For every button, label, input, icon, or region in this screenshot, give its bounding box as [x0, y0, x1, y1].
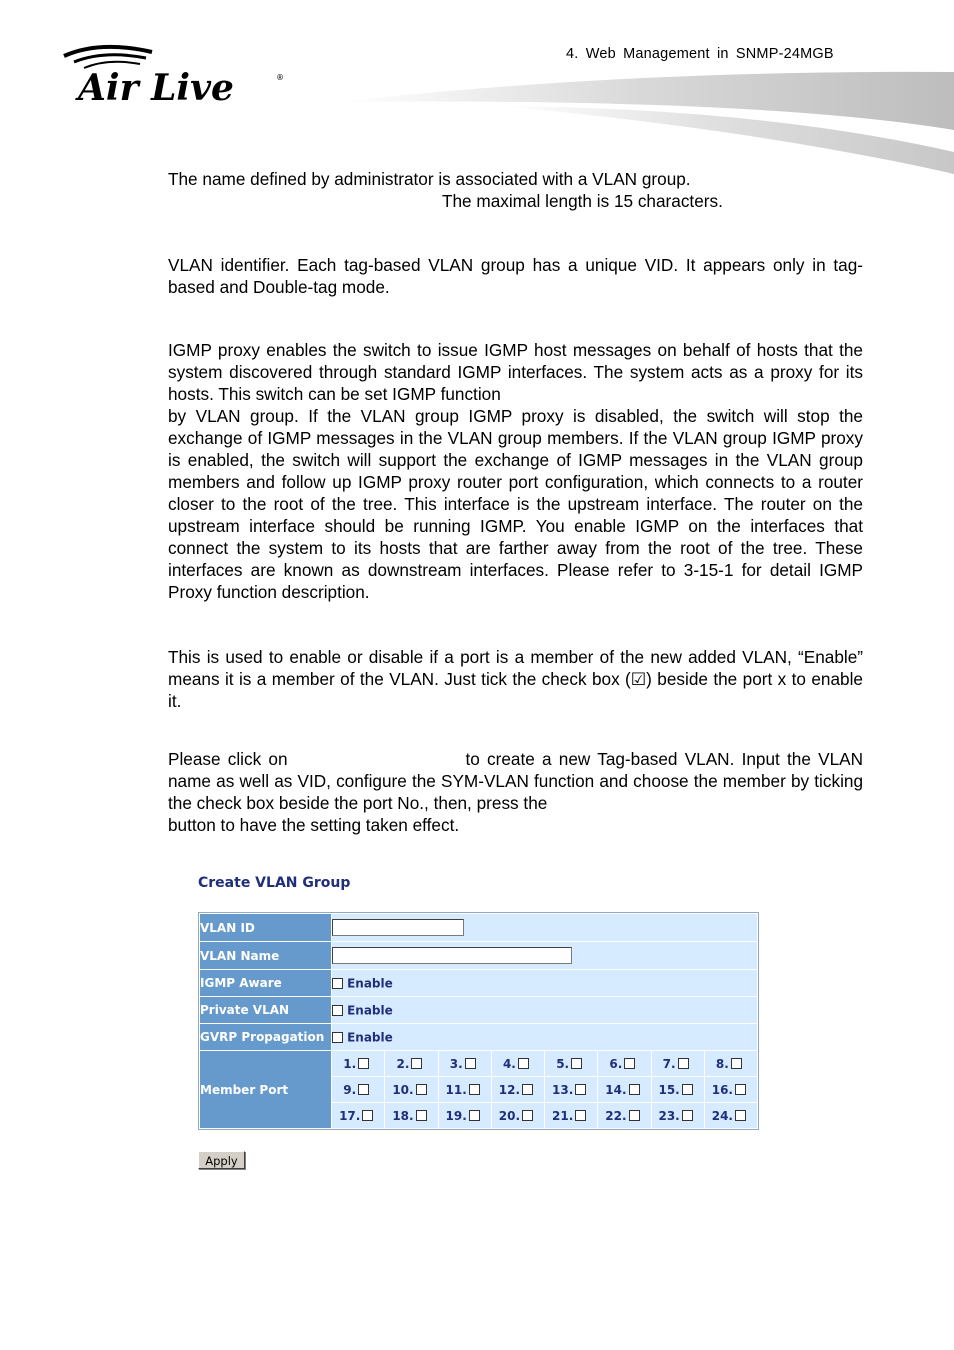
- vid-description: VLAN identifier. Each tag-based VLAN group has a unique VID. It appears only in tag-based and Double-tag mode.: [168, 255, 863, 297]
- port-cell: 22.: [598, 1103, 650, 1128]
- port-checkbox[interactable]: [735, 1084, 746, 1095]
- port-cell: 17.: [332, 1103, 384, 1128]
- create-instructions: [168, 748, 863, 836]
- port-checkbox[interactable]: [575, 1110, 586, 1121]
- port-cell: 3.: [439, 1051, 491, 1076]
- vlan-name-input[interactable]: [332, 947, 572, 964]
- port-cell: 12.: [492, 1077, 544, 1102]
- svg-text:Air Live: Air Live: [78, 67, 234, 106]
- gvrp-checkbox[interactable]: [332, 1032, 343, 1043]
- vlan-name-description: [168, 168, 863, 212]
- port-cell: 18.: [385, 1103, 437, 1128]
- port-cell: 10.: [385, 1077, 437, 1102]
- p5-part-b: to create a new Tag-based VLAN. Input the VLAN name as well as VID, configure the SYM-VLAN function and choose the member by ticking the check box beside the port No., then, press the: [168, 749, 864, 813]
- port-checkbox[interactable]: [518, 1058, 529, 1069]
- port-checkbox[interactable]: [522, 1084, 533, 1095]
- port-cell: 16.: [705, 1077, 757, 1102]
- port-cell: 2.: [385, 1051, 437, 1076]
- private-vlan-label: Private VLAN: [200, 997, 331, 1023]
- p1-line1: The name defined by administrator is associated with a VLAN group.: [168, 169, 691, 189]
- p5-part-a: Please click on: [168, 749, 288, 769]
- port-checkbox[interactable]: [522, 1110, 533, 1121]
- port-checkbox[interactable]: [416, 1084, 427, 1095]
- port-cell: 5.: [545, 1051, 597, 1076]
- port-cell: 6.: [598, 1051, 650, 1076]
- vlan-id-label: VLAN ID: [200, 914, 331, 941]
- igmp-proxy-description: [168, 339, 863, 603]
- port-checkbox[interactable]: [624, 1058, 635, 1069]
- port-checkbox[interactable]: [358, 1084, 369, 1095]
- port-cell: 23.: [652, 1103, 704, 1128]
- port-checkbox[interactable]: [629, 1110, 640, 1121]
- igmp-aware-checkbox[interactable]: [332, 978, 343, 989]
- port-checkbox[interactable]: [416, 1110, 427, 1121]
- port-cell: 4.: [492, 1051, 544, 1076]
- p3-part1: IGMP proxy enables the switch to issue IGMP host messages on behalf of hosts that the system discovered through standard IGMP interfaces. The system acts as a proxy for its hosts. This switch can be set IGMP function: [168, 340, 863, 404]
- form-title: Create VLAN Group: [198, 875, 351, 891]
- member-port-label: Member Port: [200, 1051, 331, 1128]
- port-checkbox[interactable]: [465, 1058, 476, 1069]
- port-cell: 9.: [332, 1077, 384, 1102]
- port-cell: 20.: [492, 1103, 544, 1128]
- port-cell: 1.: [332, 1051, 384, 1076]
- port-cell: 8.: [705, 1051, 757, 1076]
- vlan-id-input[interactable]: [332, 919, 464, 936]
- port-checkbox[interactable]: [411, 1058, 422, 1069]
- igmp-aware-label: IGMP Aware: [200, 970, 331, 996]
- port-cell: 19.: [439, 1103, 491, 1128]
- port-cell: 11.: [439, 1077, 491, 1102]
- create-vlan-table: [198, 912, 759, 1130]
- port-checkbox[interactable]: [575, 1084, 586, 1095]
- port-checkbox[interactable]: [731, 1058, 742, 1069]
- svg-text:®: ®: [276, 73, 284, 82]
- port-checkbox[interactable]: [682, 1110, 693, 1121]
- port-cell: 13.: [545, 1077, 597, 1102]
- gvrp-label: GVRP Propagation: [200, 1024, 331, 1050]
- vlan-name-label: VLAN Name: [200, 942, 331, 969]
- enable-label: Enable: [347, 1003, 393, 1018]
- port-checkbox[interactable]: [678, 1058, 689, 1069]
- port-cell: 24.: [705, 1103, 757, 1128]
- airlive-logo: [60, 42, 290, 106]
- port-checkbox[interactable]: [571, 1058, 582, 1069]
- p3-part2: by VLAN group. If the VLAN group IGMP proxy is disabled, the switch will stop the exchange of IGMP messages in the VLAN group members. If the VLAN group IGMP proxy is enabled, the switch will support the exchange of IGMP messages in the VLAN group members and follow up IGMP proxy router port configuration, which connects to a router closer to the root of the tree. This interface is the upstream interface. The router on the upstream interface should be running IGMP. You enable IGMP on the interfaces that connect the system to its hosts that are farther away from the root of the tree. These interfaces are known as downstream interfaces. Please refer to 3-15-1 for detail IGMP Proxy function description.: [168, 406, 863, 602]
- header-swoosh: [340, 68, 954, 178]
- port-checkbox[interactable]: [735, 1110, 746, 1121]
- port-checkbox[interactable]: [629, 1084, 640, 1095]
- port-cell: 21.: [545, 1103, 597, 1128]
- p5-part-c: button to have the setting taken effect.: [168, 815, 460, 835]
- port-checkbox[interactable]: [469, 1084, 480, 1095]
- port-checkbox[interactable]: [469, 1110, 480, 1121]
- port-checkbox[interactable]: [362, 1110, 373, 1121]
- enable-label: Enable: [347, 1030, 393, 1045]
- port-cell: 7.: [652, 1051, 704, 1076]
- port-checkbox[interactable]: [682, 1084, 693, 1095]
- chapter-header: 4. Web Management in SNMP-24MGB: [566, 46, 834, 62]
- private-vlan-checkbox[interactable]: [332, 1005, 343, 1016]
- port-checkbox[interactable]: [358, 1058, 369, 1069]
- port-cell: 15.: [652, 1077, 704, 1102]
- p1-line2: The maximal length is 15 characters.: [442, 191, 723, 211]
- port-cell: 14.: [598, 1077, 650, 1102]
- member-description: This is used to enable or disable if a port is a member of the new added VLAN, “Enable” means it is a member of the VLAN. Just tick the check box (☑) beside the port x to enable it.: [168, 647, 863, 711]
- apply-button[interactable]: Apply: [198, 1151, 245, 1169]
- enable-label: Enable: [347, 976, 393, 991]
